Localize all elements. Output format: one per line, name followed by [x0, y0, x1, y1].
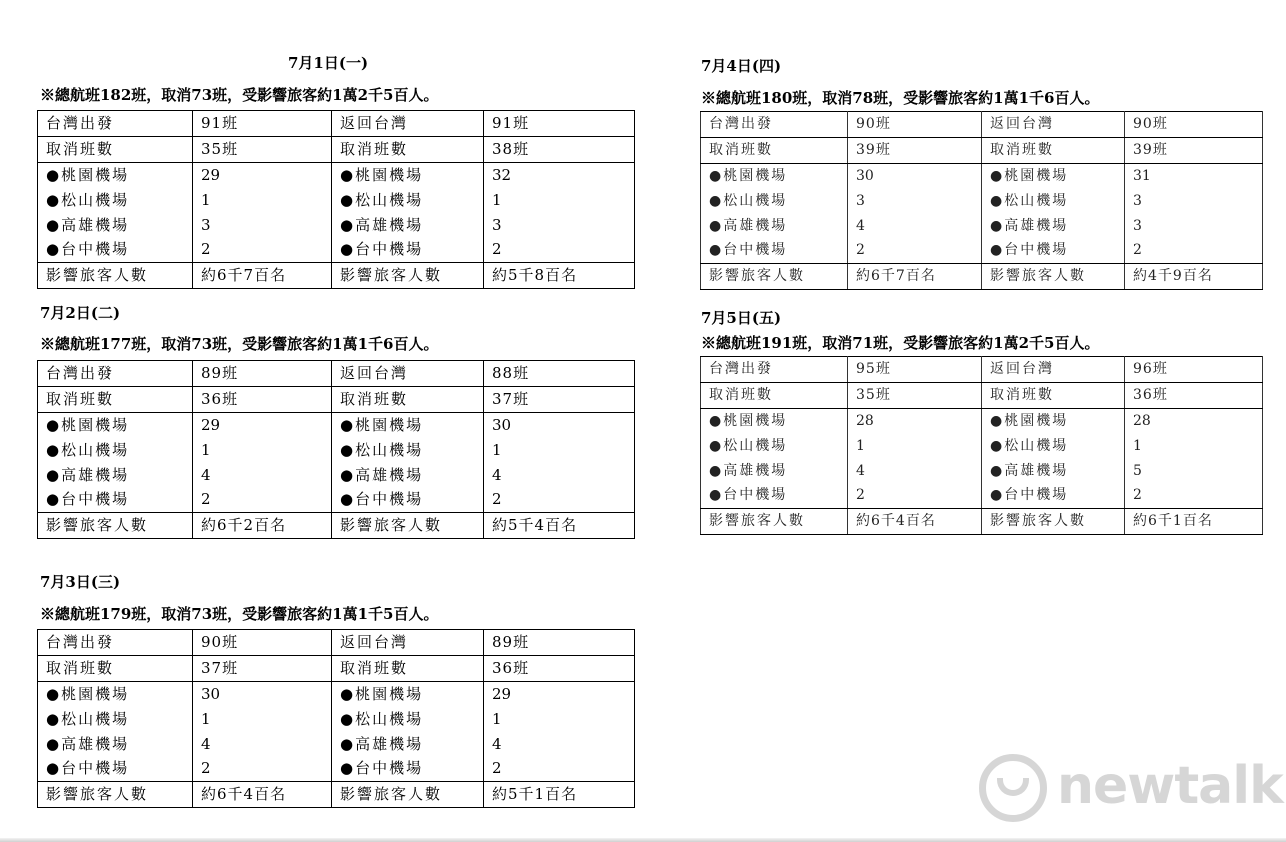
row-label-cell: ●高雄機場 — [701, 213, 848, 238]
table-row — [701, 483, 1263, 508]
flight-table — [37, 629, 635, 808]
row-label-cell: ●桃園機場 — [982, 163, 1125, 188]
row-label-cell: ●松山機場 — [701, 188, 848, 213]
row-value-cell: 2 — [484, 756, 635, 781]
row-value-cell: 38班 — [484, 136, 635, 162]
table-row — [38, 630, 635, 656]
row-value-cell: 30 — [193, 681, 332, 706]
row-label-cell: ●台中機場 — [701, 483, 848, 508]
row-value-cell: 2 — [848, 238, 982, 263]
row-label-cell: ●桃園機場 — [982, 408, 1125, 433]
table-row — [701, 188, 1263, 213]
row-value-cell: 1 — [848, 433, 982, 458]
row-label-cell: 返回台灣 — [332, 111, 484, 137]
flight-table — [700, 356, 1263, 535]
row-label-cell: ●松山機場 — [701, 433, 848, 458]
row-label-cell: 影響旅客人數 — [332, 781, 484, 807]
row-label-cell: 取消班數 — [982, 382, 1125, 408]
row-value-cell: 約6千4百名 — [193, 781, 332, 807]
row-label-cell: 台灣出發 — [38, 111, 193, 137]
row-value-cell: 3 — [484, 212, 635, 237]
row-label-cell: ●松山機場 — [982, 188, 1125, 213]
row-label-cell: 影響旅客人數 — [982, 263, 1125, 289]
table-row — [701, 263, 1263, 289]
row-label-cell: 影響旅客人數 — [701, 263, 848, 289]
row-label-cell: ●高雄機場 — [332, 731, 484, 756]
table-row — [701, 458, 1263, 483]
row-value-cell: 約5千8百名 — [484, 262, 635, 288]
table-row — [38, 111, 635, 137]
row-value-cell: 36班 — [193, 386, 332, 412]
row-value-cell: 28 — [1125, 408, 1263, 433]
row-value-cell: 4 — [484, 462, 635, 487]
row-value-cell: 35班 — [848, 382, 982, 408]
row-value-cell: 3 — [193, 212, 332, 237]
row-value-cell: 30 — [848, 163, 982, 188]
page-bottom-edge — [0, 838, 1286, 842]
row-label-cell: 台灣出發 — [701, 357, 848, 383]
row-label-cell: ●桃園機場 — [332, 681, 484, 706]
table-row — [38, 681, 635, 706]
table-row — [38, 136, 635, 162]
row-value-cell: 4 — [193, 462, 332, 487]
row-value-cell: 89班 — [484, 630, 635, 656]
row-value-cell: 89班 — [193, 361, 332, 387]
table-row — [38, 756, 635, 781]
row-value-cell: 4 — [848, 213, 982, 238]
table-row — [38, 512, 635, 538]
table-row — [38, 781, 635, 807]
row-label-cell: 取消班數 — [332, 655, 484, 681]
row-value-cell: 96班 — [1125, 357, 1263, 383]
row-value-cell: 29 — [484, 681, 635, 706]
flight-table — [700, 111, 1263, 290]
row-value-cell: 2 — [1125, 483, 1263, 508]
row-label-cell: ●台中機場 — [982, 238, 1125, 263]
row-label-cell: 影響旅客人數 — [332, 512, 484, 538]
row-value-cell: 4 — [484, 731, 635, 756]
row-label-cell: ●高雄機場 — [38, 462, 193, 487]
newtalk-watermark — [975, 750, 1283, 842]
row-value-cell: 4 — [848, 458, 982, 483]
table-row — [701, 508, 1263, 534]
row-label-cell: ●桃園機場 — [38, 412, 193, 437]
row-value-cell: 91班 — [484, 111, 635, 137]
table-row — [38, 162, 635, 187]
row-value-cell: 2 — [484, 487, 635, 512]
flight-table — [37, 360, 635, 539]
row-label-cell: ●台中機場 — [332, 237, 484, 262]
row-value-cell: 29 — [193, 412, 332, 437]
row-label-cell: ●桃園機場 — [38, 162, 193, 187]
row-label-cell: 台灣出發 — [38, 630, 193, 656]
row-label-cell: 取消班數 — [38, 655, 193, 681]
row-label-cell: ●松山機場 — [332, 187, 484, 212]
row-label-cell: ●松山機場 — [38, 706, 193, 731]
table-row — [38, 655, 635, 681]
row-label-cell: ●高雄機場 — [332, 462, 484, 487]
day-title: 7月4日(四) — [701, 57, 782, 75]
table-row — [38, 386, 635, 412]
table-row — [38, 487, 635, 512]
row-value-cell: 3 — [1125, 213, 1263, 238]
row-value-cell: 36班 — [1125, 382, 1263, 408]
table-row — [701, 213, 1263, 238]
row-label-cell: ●台中機場 — [38, 487, 193, 512]
row-value-cell: 36班 — [484, 655, 635, 681]
table-row — [701, 163, 1263, 188]
day-summary: ※總航班191班，取消71班，受影響旅客約1萬2千5百人。 — [701, 334, 1100, 352]
row-label-cell: 返回台灣 — [982, 112, 1125, 138]
table-row — [38, 437, 635, 462]
row-label-cell: ●松山機場 — [38, 437, 193, 462]
row-value-cell: 1 — [193, 437, 332, 462]
row-label-cell: 取消班數 — [982, 137, 1125, 163]
row-label-cell: 取消班數 — [701, 382, 848, 408]
row-value-cell: 37班 — [484, 386, 635, 412]
row-label-cell: 返回台灣 — [332, 630, 484, 656]
row-label-cell: ●桃園機場 — [38, 681, 193, 706]
row-label-cell: ●高雄機場 — [701, 458, 848, 483]
row-value-cell: 1 — [193, 187, 332, 212]
row-label-cell: ●高雄機場 — [332, 212, 484, 237]
row-value-cell: 37班 — [193, 655, 332, 681]
day-summary: ※總航班179班，取消73班，受影響旅客約1萬1千5百人。 — [40, 605, 439, 623]
row-label-cell: ●台中機場 — [701, 238, 848, 263]
row-label-cell: 台灣出發 — [701, 112, 848, 138]
table-row — [38, 706, 635, 731]
row-value-cell: 91班 — [193, 111, 332, 137]
table-row — [38, 262, 635, 288]
row-value-cell: 2 — [193, 237, 332, 262]
row-value-cell: 95班 — [848, 357, 982, 383]
row-label-cell: ●松山機場 — [332, 706, 484, 731]
row-value-cell: 1 — [484, 706, 635, 731]
row-value-cell: 約4千9百名 — [1125, 263, 1263, 289]
row-value-cell: 3 — [1125, 188, 1263, 213]
table-row — [38, 412, 635, 437]
row-label-cell: 影響旅客人數 — [982, 508, 1125, 534]
row-value-cell: 約6千7百名 — [193, 262, 332, 288]
row-label-cell: ●台中機場 — [38, 237, 193, 262]
table-row — [701, 137, 1263, 163]
row-value-cell: 2 — [484, 237, 635, 262]
row-value-cell: 31 — [1125, 163, 1263, 188]
row-label-cell: ●高雄機場 — [982, 213, 1125, 238]
watermark-text: newtalk — [1057, 756, 1283, 816]
row-value-cell: 28 — [848, 408, 982, 433]
table-row — [701, 433, 1263, 458]
row-value-cell: 30 — [484, 412, 635, 437]
day-summary: ※總航班177班，取消73班，受影響旅客約1萬1千6百人。 — [40, 335, 439, 353]
day-summary: ※總航班180班，取消78班，受影響旅客約1萬1千6百人。 — [701, 89, 1100, 107]
row-value-cell: 90班 — [193, 630, 332, 656]
day-title: 7月3日(三) — [40, 573, 121, 591]
row-value-cell: 32 — [484, 162, 635, 187]
table-row — [701, 408, 1263, 433]
row-label-cell: 取消班數 — [332, 386, 484, 412]
table-row — [701, 112, 1263, 138]
table-row — [38, 237, 635, 262]
table-row — [701, 382, 1263, 408]
day-title: 7月5日(五) — [701, 309, 782, 327]
row-label-cell: ●桃園機場 — [701, 163, 848, 188]
row-label-cell: ●松山機場 — [38, 187, 193, 212]
row-value-cell: 約6千4百名 — [848, 508, 982, 534]
row-label-cell: ●松山機場 — [982, 433, 1125, 458]
row-value-cell: 約5千4百名 — [484, 512, 635, 538]
row-value-cell: 約6千7百名 — [848, 263, 982, 289]
table-row — [38, 462, 635, 487]
row-value-cell: 2 — [848, 483, 982, 508]
row-label-cell: 取消班數 — [38, 136, 193, 162]
row-value-cell: 1 — [1125, 433, 1263, 458]
row-label-cell: ●高雄機場 — [38, 212, 193, 237]
row-value-cell: 4 — [193, 731, 332, 756]
row-value-cell: 約5千1百名 — [484, 781, 635, 807]
day-title: 7月2日(二) — [40, 304, 121, 322]
row-label-cell: ●桃園機場 — [332, 412, 484, 437]
row-label-cell: 影響旅客人數 — [332, 262, 484, 288]
row-label-cell: ●高雄機場 — [38, 731, 193, 756]
row-label-cell: ●台中機場 — [332, 756, 484, 781]
row-label-cell: 台灣出發 — [38, 361, 193, 387]
row-value-cell: 5 — [1125, 458, 1263, 483]
row-value-cell: 2 — [1125, 238, 1263, 263]
row-label-cell: 返回台灣 — [982, 357, 1125, 383]
row-value-cell: 約6千2百名 — [193, 512, 332, 538]
table-row — [38, 212, 635, 237]
row-label-cell: 取消班數 — [701, 137, 848, 163]
row-label-cell: 取消班數 — [332, 136, 484, 162]
row-value-cell: 3 — [848, 188, 982, 213]
row-value-cell: 88班 — [484, 361, 635, 387]
row-label-cell: ●台中機場 — [982, 483, 1125, 508]
row-value-cell: 2 — [193, 756, 332, 781]
row-label-cell: ●桃園機場 — [701, 408, 848, 433]
row-label-cell: ●高雄機場 — [982, 458, 1125, 483]
row-value-cell: 39班 — [848, 137, 982, 163]
row-value-cell: 1 — [484, 187, 635, 212]
table-row — [38, 731, 635, 756]
table-row — [38, 361, 635, 387]
row-label-cell: ●松山機場 — [332, 437, 484, 462]
day-summary: ※總航班182班，取消73班，受影響旅客約1萬2千5百人。 — [40, 86, 439, 104]
row-label-cell: ●桃園機場 — [332, 162, 484, 187]
row-value-cell: 2 — [193, 487, 332, 512]
row-value-cell: 29 — [193, 162, 332, 187]
row-value-cell: 1 — [193, 706, 332, 731]
row-label-cell: 返回台灣 — [332, 361, 484, 387]
row-value-cell: 90班 — [848, 112, 982, 138]
row-label-cell: 取消班數 — [38, 386, 193, 412]
row-value-cell: 39班 — [1125, 137, 1263, 163]
row-value-cell: 35班 — [193, 136, 332, 162]
flight-table — [37, 110, 635, 289]
row-value-cell: 1 — [484, 437, 635, 462]
row-value-cell: 約6千1百名 — [1125, 508, 1263, 534]
day-title: 7月1日(一) — [288, 54, 369, 72]
row-label-cell: ●台中機場 — [332, 487, 484, 512]
row-label-cell: ●台中機場 — [38, 756, 193, 781]
row-label-cell: 影響旅客人數 — [701, 508, 848, 534]
row-label-cell: 影響旅客人數 — [38, 781, 193, 807]
row-value-cell: 90班 — [1125, 112, 1263, 138]
table-row — [38, 187, 635, 212]
row-label-cell: 影響旅客人數 — [38, 512, 193, 538]
row-label-cell: 影響旅客人數 — [38, 262, 193, 288]
table-row — [701, 238, 1263, 263]
table-row — [701, 357, 1263, 383]
